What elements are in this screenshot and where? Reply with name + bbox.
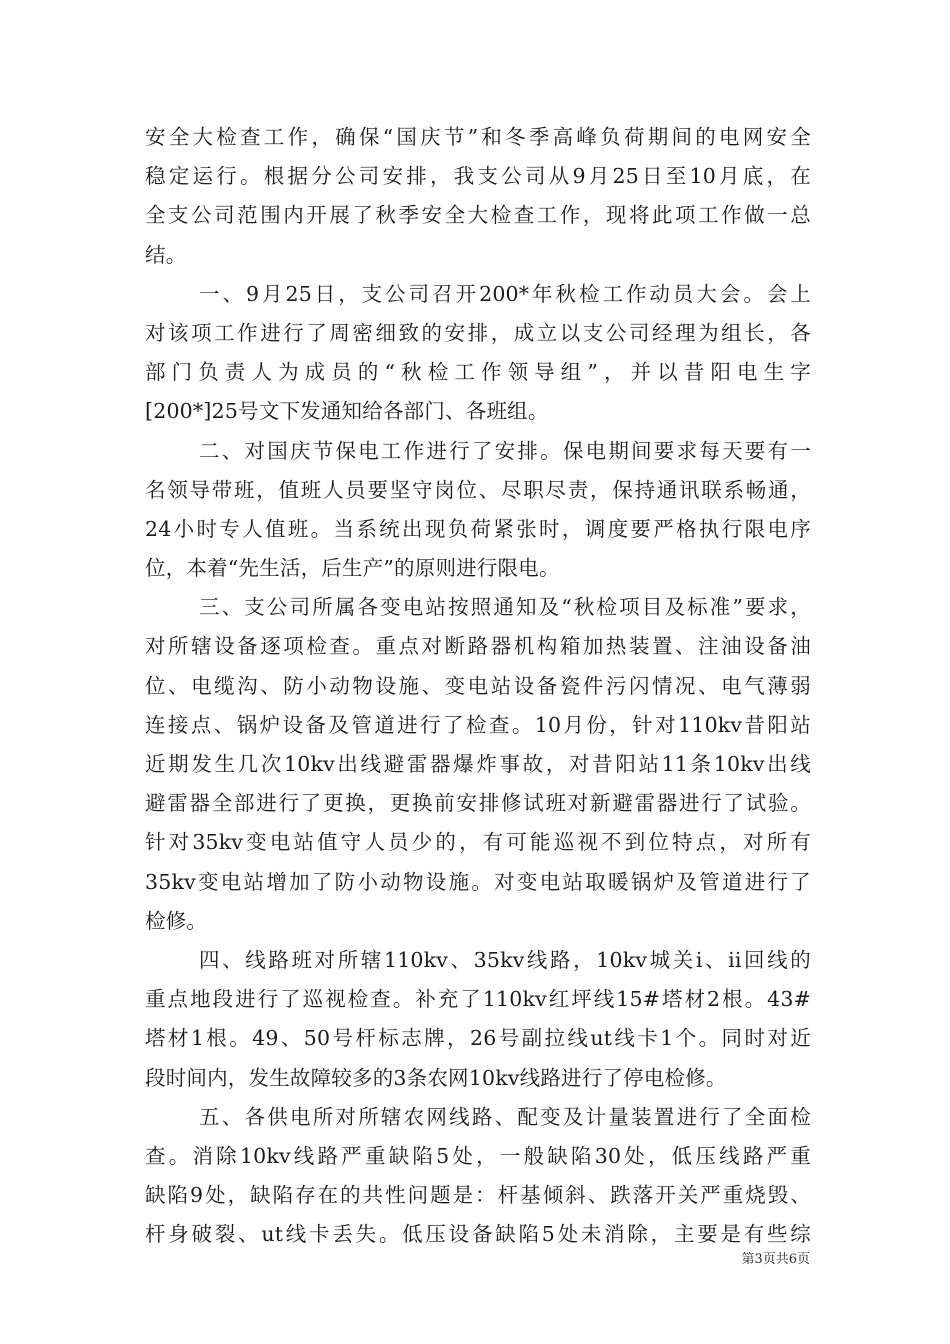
- text-line: 部门负责人为成员的“秋检工作领导组”，并以昔阳电生字: [145, 360, 811, 385]
- text-line: 一、9月25日，支公司召开200*年秋检工作动员大会。会上: [199, 281, 811, 306]
- text-line: 结。: [145, 242, 187, 267]
- text-line: 35kv变电站增加了防小动物设施。对变电站取暖锅炉及管道进行了: [145, 869, 811, 894]
- text-line: 四、线路班对所辖110kv、35kv线路，10kv城关i、ii回线的: [199, 947, 811, 972]
- text-line: 二、对国庆节保电工作进行了安排。保电期间要求每天要有一: [199, 438, 811, 463]
- page-number-footer: 第3页共6页: [741, 1252, 810, 1267]
- text-line: 杆身破裂、ut线卡丢失。低压设备缺陷5处未消除，主要是有些综: [145, 1222, 811, 1247]
- text-line: 对该项工作进行了周密细致的安排，成立以支公司经理为组长，各: [145, 320, 811, 345]
- text-line: 名领导带班，值班人员要坚守岗位、尽职尽责，保持通讯联系畅通，: [145, 477, 811, 502]
- text-line: 查。消除10kv线路严重缺陷5处，一般缺陷30处，低压线路严重: [145, 1143, 811, 1168]
- text-line: 位，本着“先生活，后生产”的原则进行限电。: [145, 556, 560, 581]
- text-line: 位、电缆沟、防小动物设施、变电站设备瓷件污闪情况、电气薄弱: [145, 673, 811, 698]
- text-line: 24小时专人值班。当系统出现负荷紧张时，调度要严格执行限电序: [145, 516, 811, 541]
- text-line: 段时间内，发生故障较多的3条农网10kv线路进行了停电检修。: [145, 1065, 727, 1090]
- paragraph-section-5: [145, 1098, 811, 1255]
- paragraph-section-2: [145, 432, 811, 589]
- text-line: 三、支公司所属各变电站按照通知及“秋检项目及标准”要求，: [199, 595, 811, 620]
- text-line: 五、各供电所对所辖农网线路、配变及计量装置进行了全面检: [199, 1104, 811, 1129]
- text-line: 全支公司范围内开展了秋季安全大检查工作，现将此项工作做一总: [145, 203, 811, 228]
- text-line: 近期发生几次10kv出线避雷器爆炸事故，对昔阳站11条10kv出线: [145, 752, 811, 776]
- paragraph-section-3: [145, 588, 811, 941]
- text-line: 对所辖设备逐项检查。重点对断路器机构箱加热装置、注油设备油: [145, 634, 811, 659]
- text-line: 连接点、锅炉设备及管道进行了检查。10月份，针对110kv昔阳站: [145, 712, 811, 737]
- paragraph-section-1: [145, 275, 811, 432]
- text-line: 检修。: [145, 908, 208, 933]
- text-line: 安全大检查工作，确保“国庆节”和冬季高峰负荷期间的电网安全: [145, 125, 811, 149]
- text-line: 稳定运行。根据分公司安排，我支公司从9月25日至10月底，在: [145, 164, 811, 189]
- text-line: 重点地段进行了巡视检查。补充了110kv红坪线15#塔材2根。43#: [145, 987, 811, 1012]
- text-line: 缺陷9处，缺陷存在的共性问题是：杆基倾斜、跌落开关严重烧毁、: [145, 1183, 811, 1208]
- text-line: 避雷器全部进行了更换，更换前安排修试班对新避雷器进行了试验。: [145, 791, 811, 816]
- text-line: [200*]25号文下发通知给各部门、各班组。: [145, 399, 549, 424]
- paragraph-section-4: [145, 941, 811, 1098]
- text-line: 塔材1根。49、50号杆标志牌，26号副拉线ut线卡1个。同时对近: [145, 1026, 811, 1051]
- text-line: 针对35kv变电站值守人员少的，有可能巡视不到位特点，对所有: [145, 830, 811, 855]
- document-body: [145, 118, 811, 1254]
- paragraph-intro: [145, 118, 811, 275]
